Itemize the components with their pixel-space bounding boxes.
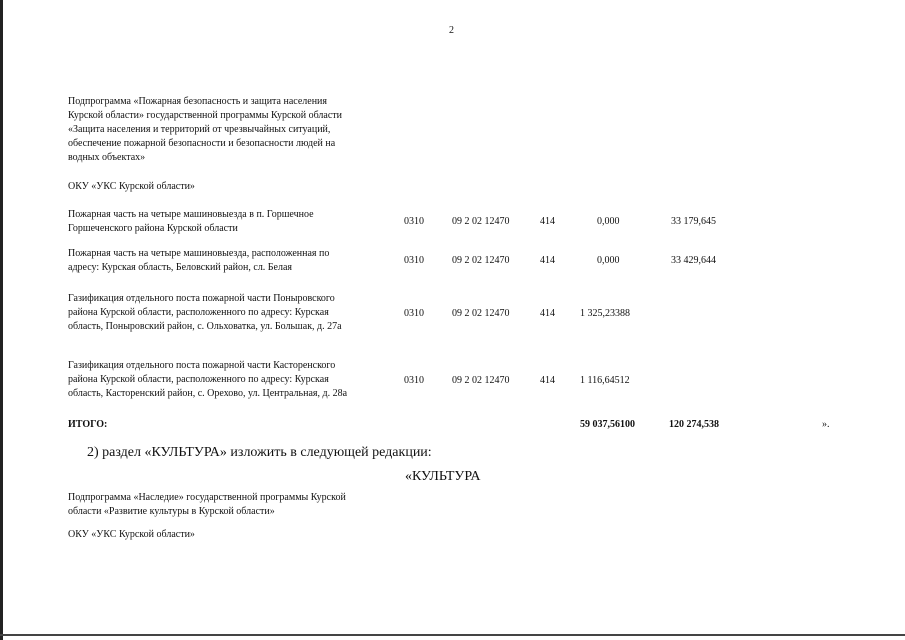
culture-section-heading: «КУЛЬТУРА (405, 469, 481, 484)
row-year1-value: 1 325,23388 (580, 308, 630, 319)
table-row-name (68, 359, 403, 401)
table-row-name (68, 247, 398, 275)
row-target-code: 09 2 02 12470 (452, 375, 510, 386)
total-year1-value: 59 037,56100 (580, 419, 635, 430)
row-name-line: Пожарная часть на четыре машиновыезда в п. Горшечное (68, 209, 314, 220)
row-name-line: Пожарная часть на четыре машиновыезда, расположенная по (68, 248, 330, 259)
row-year2-value: 33 179,645 (671, 216, 716, 227)
row-name-line: района Курской области, расположенного по адресу: Курская (68, 307, 329, 318)
row-year1-value: 0,000 (597, 255, 620, 266)
row-type-code: 414 (540, 255, 555, 266)
row-year2-value: 33 429,644 (671, 255, 716, 266)
row-type-code: 414 (540, 375, 555, 386)
scan-bottom-edge (0, 634, 905, 636)
total-year2-value: 120 274,538 (669, 419, 719, 430)
row-name-line: область, Поныровский район, с. Ольховатка, ул. Большак, д. 27а (68, 321, 342, 332)
fire-subprogram-title (68, 95, 398, 165)
row-section-code: 0310 (404, 255, 424, 266)
culture-subprogram-line: Подпрограмма «Наследие» государственной программы Курской (68, 492, 346, 503)
culture-organization: ОКУ «УКС Курской области» (68, 529, 195, 540)
row-target-code: 09 2 02 12470 (452, 255, 510, 266)
scan-left-edge (0, 0, 3, 640)
row-name-line: Газификация отдельного поста пожарной части Касторенского (68, 360, 336, 371)
page-number: 2 (449, 25, 454, 36)
row-type-code: 414 (540, 308, 555, 319)
closing-quote: ». (822, 419, 830, 430)
row-section-code: 0310 (404, 216, 424, 227)
row-year1-value: 1 116,64512 (580, 375, 630, 386)
row-type-code: 414 (540, 216, 555, 227)
fire-subprogram-line: обеспечение пожарной безопасности и безопасности людей на (68, 138, 336, 149)
row-target-code: 09 2 02 12470 (452, 308, 510, 319)
row-target-code: 09 2 02 12470 (452, 216, 510, 227)
row-name-line: область, Касторенский район, с. Орехово, ул. Центральная, д. 28а (68, 388, 348, 399)
row-section-code: 0310 (404, 308, 424, 319)
row-name-line: Газификация отдельного поста пожарной части Поныровского (68, 293, 335, 304)
row-name-line: адресу: Курская область, Беловский район, сл. Белая (68, 262, 293, 273)
fire-subprogram-line: «Защита населения и территорий от чрезвычайных ситуаций, (68, 124, 331, 135)
fire-subprogram-line: Курской области» государственной программы Курской области (68, 110, 343, 121)
fire-organization: ОКУ «УКС Курской области» (68, 181, 195, 192)
table-row-name (68, 208, 398, 236)
row-year1-value: 0,000 (597, 216, 620, 227)
fire-subprogram-line: водных объектах» (68, 152, 146, 163)
row-name-line: района Курской области, расположенного по адресу: Курская (68, 374, 329, 385)
row-section-code: 0310 (404, 375, 424, 386)
table-row-name (68, 292, 403, 334)
total-label: ИТОГО: (68, 419, 108, 430)
culture-subprogram-line: области «Развитие культуры в Курской области» (68, 506, 275, 517)
row-name-line: Горшеченского района Курской области (68, 223, 238, 234)
amendment-instruction: 2) раздел «КУЛЬТУРА» изложить в следующей редакции: (87, 445, 432, 460)
culture-subprogram-title (68, 491, 398, 519)
fire-subprogram-line: Подпрограмма «Пожарная безопасность и защита населения (68, 96, 327, 107)
